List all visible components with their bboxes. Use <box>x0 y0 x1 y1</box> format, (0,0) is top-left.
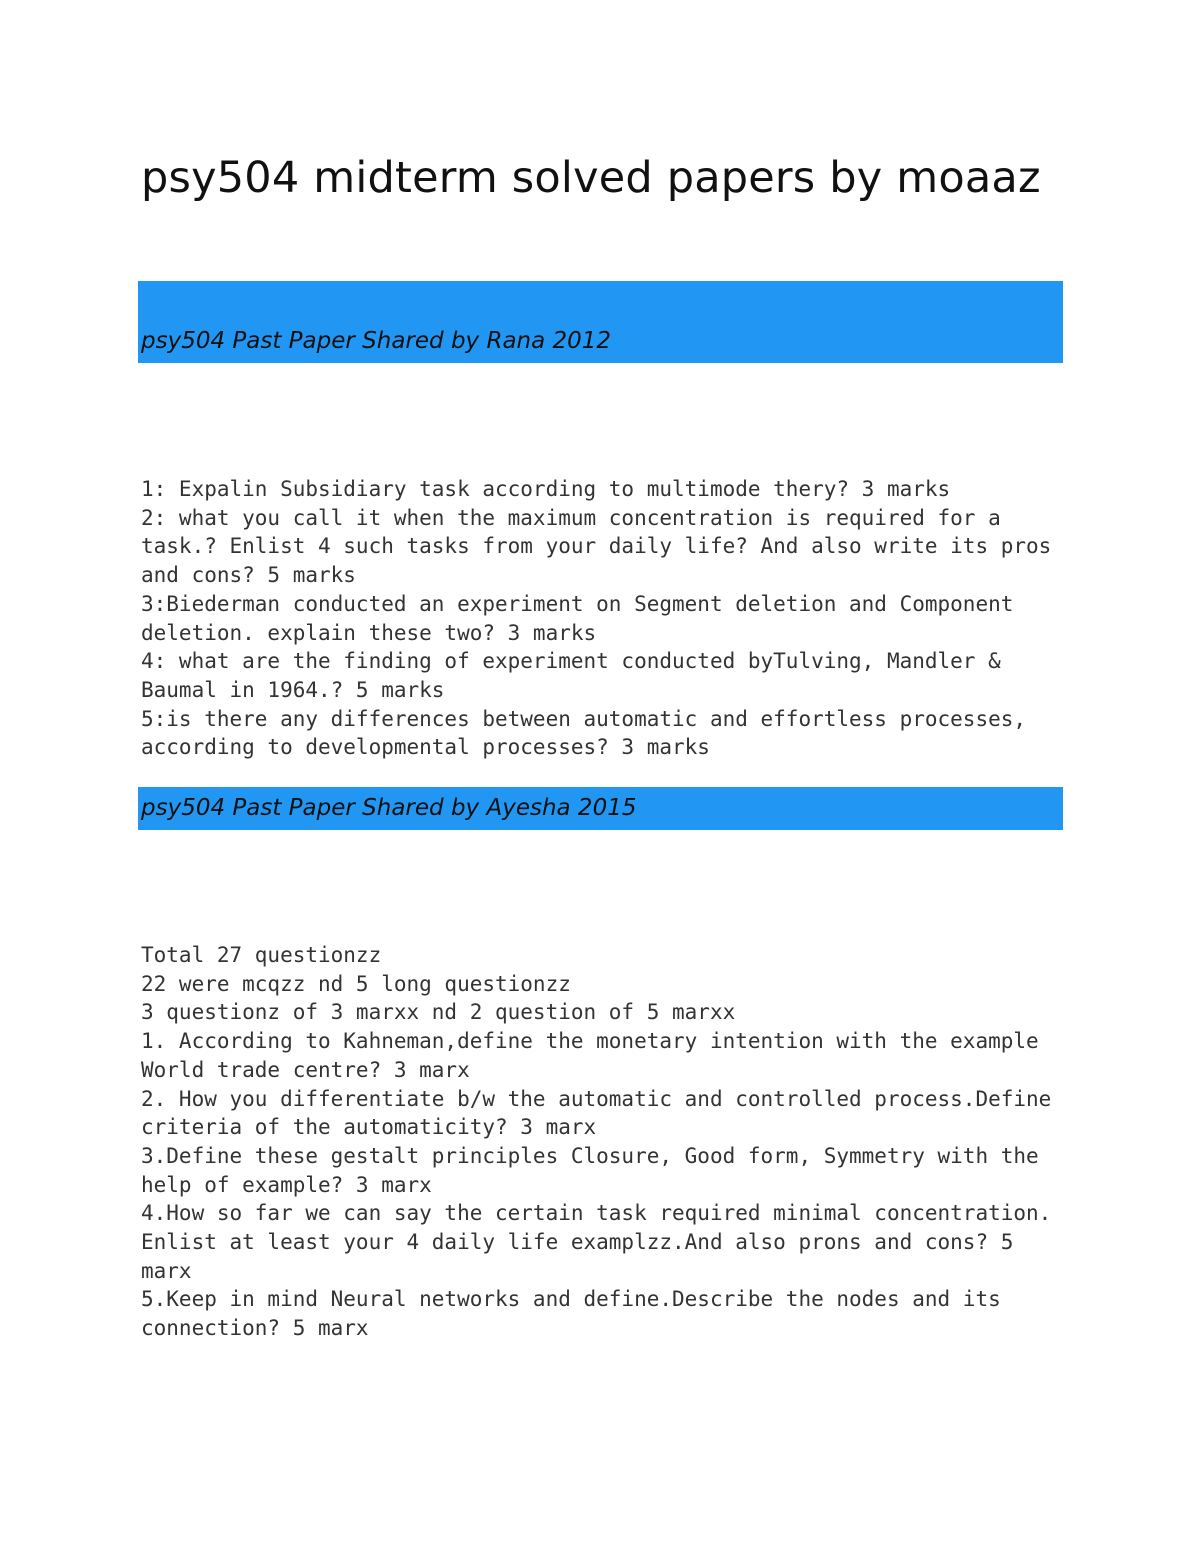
question-item: 3.Define these gestalt principles Closure, Good form, Symmetry with the help of example? 3 marx <box>141 1143 1052 1197</box>
paper-info-line: 22 were mcqzz nd 5 long questionzz <box>141 971 571 996</box>
section-banner-ayesha-2015 <box>138 787 1063 830</box>
question-item: 1: Expalin Subsidiary task according to multimode thery? 3 marks <box>141 477 951 501</box>
question-item: 2. How you differentiate b/w the automatic and controlled process.Define criteria of the automaticity? 3 marx <box>141 1086 1064 1140</box>
section-banner-rana-2012 <box>138 281 1063 363</box>
question-item: 5.Keep in mind Neural networks and define.Describe the nodes and its connection? 5 marx <box>141 1287 1014 1341</box>
section-heading: psy504 Past Paper Shared by Rana 2012 <box>141 328 612 354</box>
question-item: 4: what are the finding of experiment conducted byTulving, Mandler & Baumal in 1964.? 5 marks <box>141 649 1014 702</box>
paper-info-line: Total 27 questionzz <box>141 943 382 967</box>
section-heading: psy504 Past Paper Shared by Ayesha 2015 <box>141 795 637 821</box>
question-item: 1. According to Kahneman,define the monetary intention with the example World trade centre? 3 marx <box>141 1029 1052 1082</box>
question-item: 4.How so far we can say the certain task required minimal concentration. Enlist at least your 4 daily life examplzz.And also prons and cons? 5 marx <box>141 1201 1064 1283</box>
page-title: psy504 midterm solved papers by moaaz <box>141 153 1041 203</box>
question-list-rana-2012 <box>141 475 1071 762</box>
paper-info-line: 3 questionz of 3 marxx nd 2 question of 5 marxx <box>141 1000 736 1025</box>
question-item: 2: what you call it when the maximum concentration is required for a task.? Enlist 4 such tasks from your daily life? And also write its pros and cons? 5 marks <box>141 505 1064 588</box>
question-item: 5:is there any differences between automatic and effortless processes, according to developmental processes? 3 marks <box>141 706 1039 760</box>
question-list-ayesha-2015 <box>141 941 1071 1343</box>
question-item: 3:Biederman conducted an experiment on Segment deletion and Component deletion. explain these two? 3 marks <box>141 591 1027 645</box>
